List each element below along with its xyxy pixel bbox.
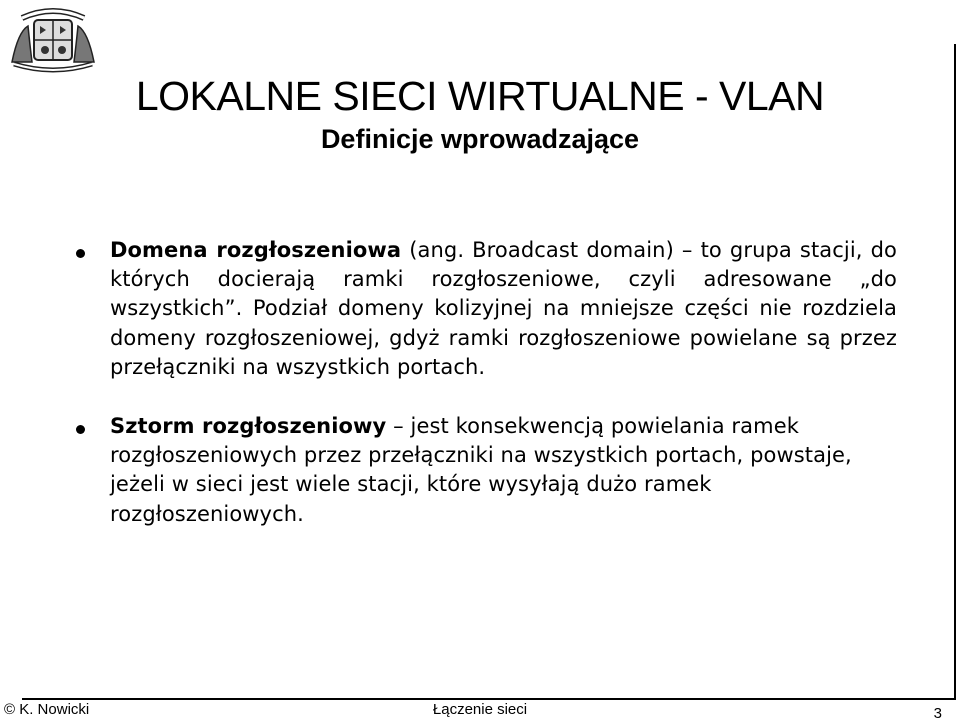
bullet-definition: (ang. Broadcast domain) – to grupa stacji, do których docierają ramki rozgłoszeniowe, czyli adresowane „do wszystkich”. Podział domeny kolizyjnej na mniejsze części nie rozdziela domeny rozgłoszeniowej, gdyż ramki rozgłoszeniowe powielane są przez przełączniki na wszystkich portach. — [110, 238, 897, 379]
bullet-definition: – jest konsekwencją powielania ramek rozgłoszeniowych przez przełączniki na wszystkich portach, powstaje, jeżeli w sieci jest wiele stacji, które wysyłają dużo ramek rozgłoszeniowych. — [110, 414, 852, 526]
bullet-text — [110, 412, 910, 529]
bullet-item-broadcast-domain — [0, 236, 960, 382]
bullet-dot-icon — [76, 425, 85, 434]
bullet-dot-icon — [76, 249, 85, 258]
bullet-term: Sztorm rozgłoszeniowy — [110, 414, 387, 439]
slide-title: LOKALNE SIECI WIRTUALNE - VLAN — [135, 73, 825, 119]
bullet-list — [0, 236, 960, 559]
footer-author: © K. Nowicki — [4, 701, 90, 718]
slide-subtitle: Definicje wprowadzające — [320, 124, 640, 154]
bullet-term: Domena rozgłoszeniowa — [110, 238, 402, 262]
page-number: 3 — [933, 705, 942, 722]
footer-course: Łączenie sieci — [432, 701, 528, 718]
bullet-item-broadcast-storm — [0, 412, 960, 529]
bullet-text — [110, 236, 897, 382]
slide-footer — [0, 700, 960, 722]
